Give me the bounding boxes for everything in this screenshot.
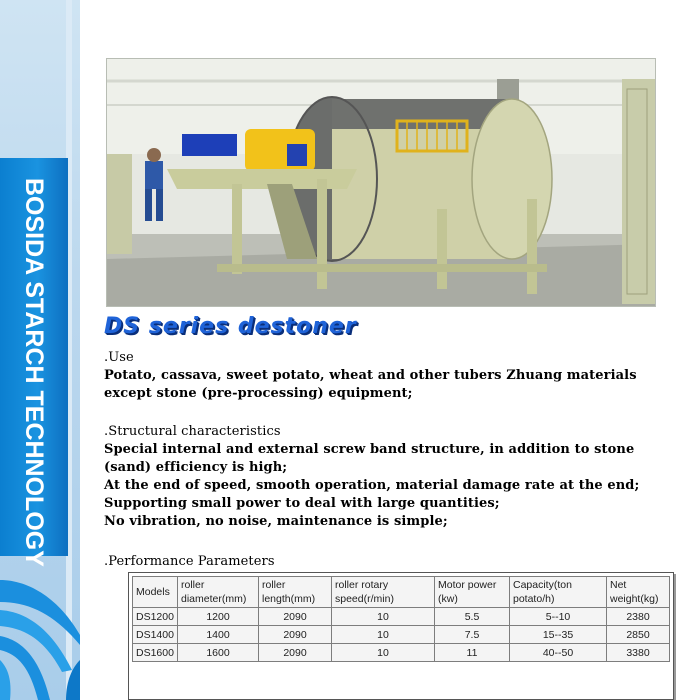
col-capacity: Capacity(ton potato/h)	[510, 577, 607, 608]
cell-capacity: 40--50	[510, 644, 607, 662]
col-motor-power: Motor power (kw)	[435, 577, 510, 608]
cell-diameter: 1400	[178, 626, 259, 644]
structural-heading: .Structural characteristics	[104, 424, 281, 439]
parameters-table	[132, 576, 670, 662]
cell-model: DS1600	[133, 644, 178, 662]
table-row	[133, 626, 670, 644]
cell-model: DS1400	[133, 626, 178, 644]
cell-speed: 10	[332, 644, 435, 662]
performance-section	[104, 553, 664, 571]
structural-line-3: Supporting small power to deal with large quantities;	[104, 496, 500, 511]
cell-power: 5.5	[435, 608, 510, 626]
cell-speed: 10	[332, 608, 435, 626]
cell-weight: 2850	[607, 626, 670, 644]
cell-weight: 3380	[607, 644, 670, 662]
col-roller-diameter: roller diameter(mm)	[178, 577, 259, 608]
brand-sidebar	[0, 0, 80, 700]
structural-line-4: No vibration, no noise, maintenance is simple;	[104, 514, 448, 529]
cell-capacity: 15--35	[510, 626, 607, 644]
table-header-row	[133, 577, 670, 608]
swirl-graphic	[0, 540, 80, 700]
cell-power: 11	[435, 644, 510, 662]
cell-weight: 2380	[607, 608, 670, 626]
col-models: Models	[133, 577, 178, 608]
performance-heading: .Performance Parameters	[104, 554, 275, 569]
structural-line-2: At the end of speed, smooth operation, material damage rate at the end;	[104, 478, 640, 493]
cell-diameter: 1600	[178, 644, 259, 662]
cell-model: DS1200	[133, 608, 178, 626]
col-rotary-speed: roller rotary speed(r/min)	[332, 577, 435, 608]
use-text: Potato, cassava, sweet potato, wheat and other tubers Zhuang materials except stone (pre-processing) equipment;	[104, 368, 637, 401]
cell-power: 7.5	[435, 626, 510, 644]
col-net-weight: Net weight(kg)	[607, 577, 670, 608]
brand-text: BOSIDA STARCH TECHNOLOGY	[20, 178, 48, 567]
col-roller-length: roller length(mm)	[259, 577, 332, 608]
page-title: DS series destoner	[104, 314, 357, 339]
cell-length: 2090	[259, 608, 332, 626]
cell-speed: 10	[332, 626, 435, 644]
structural-section	[104, 423, 664, 531]
table-row	[133, 644, 670, 662]
use-heading: .Use	[104, 350, 134, 365]
cell-diameter: 1200	[178, 608, 259, 626]
cell-length: 2090	[259, 626, 332, 644]
use-section	[104, 349, 664, 403]
cell-length: 2090	[259, 644, 332, 662]
table-row	[133, 608, 670, 626]
machine-photo	[106, 58, 656, 307]
structural-line-1: Special internal and external screw band structure, in addition to stone (sand) efficiency is high;	[104, 442, 635, 475]
cell-capacity: 5--10	[510, 608, 607, 626]
